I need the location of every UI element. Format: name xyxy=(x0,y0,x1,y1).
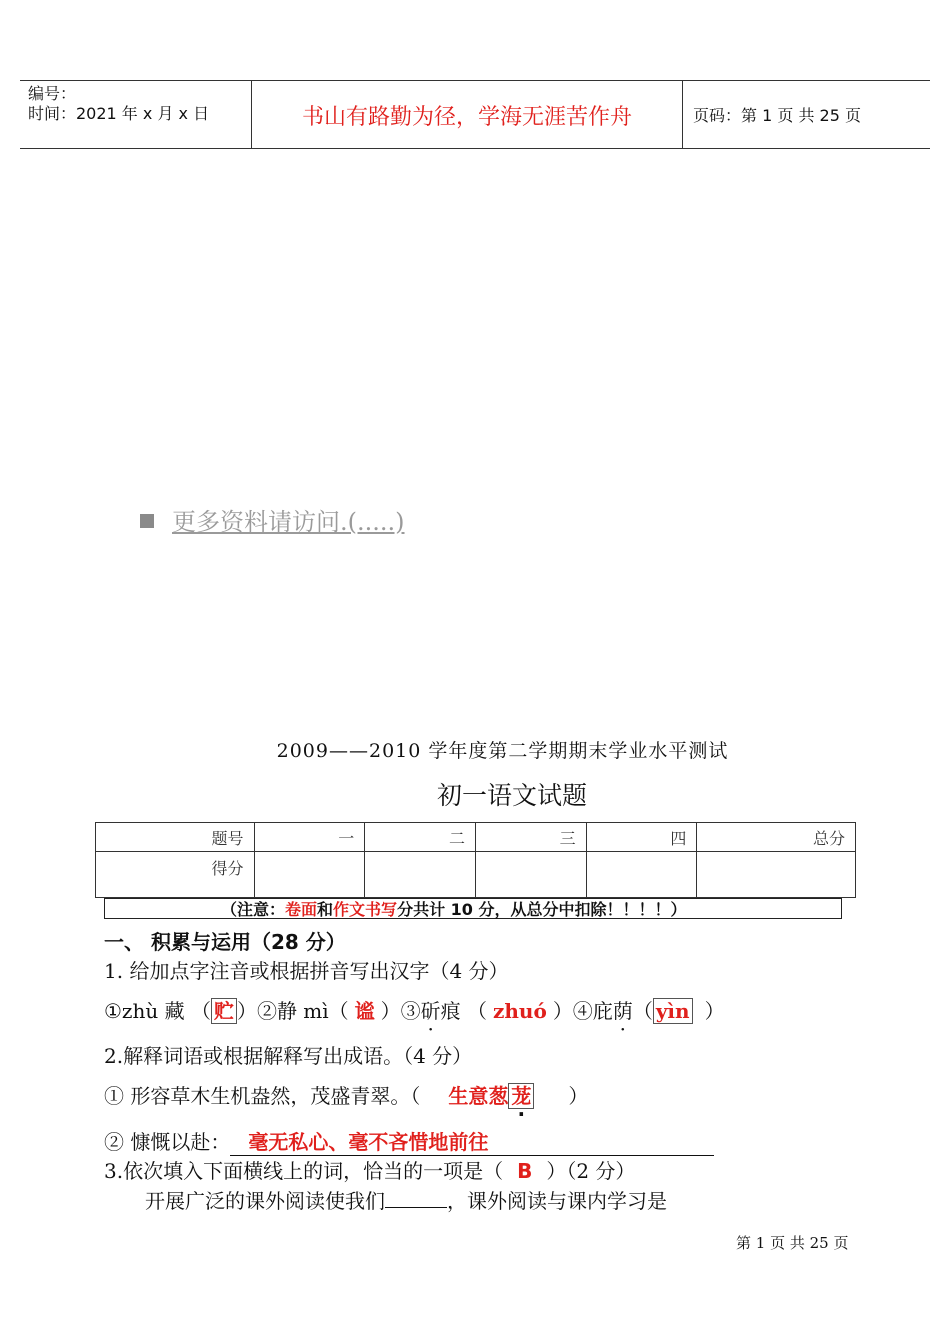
notice-highlight: 卷面 xyxy=(285,900,318,919)
score-cell[interactable] xyxy=(254,852,365,898)
header-top-rule xyxy=(20,80,930,81)
q1-answer-a: 贮 xyxy=(211,998,237,1024)
q1-answer-b: 谧 xyxy=(354,999,375,1023)
exam-title: 2009——2010 学年度第二学期期末学业水平测试 xyxy=(276,740,729,762)
q3-text: 3.依次填入下面横线上的词，恰当的一项是（ xyxy=(104,1159,504,1183)
score-header-cell: 总分 xyxy=(697,823,856,852)
score-cell[interactable] xyxy=(365,852,476,898)
q3-prompt xyxy=(104,1155,635,1184)
q2-answer-a-line xyxy=(104,1080,588,1109)
q1-text: （ xyxy=(632,999,653,1023)
header-page-info: 页码：第 1 页 共 25 页 xyxy=(693,106,861,125)
time-label: 时间：2021 年 x 月 x 日 xyxy=(28,104,210,123)
q2-answer-blank xyxy=(230,1126,714,1156)
q1-text: ）④庇 xyxy=(552,999,613,1023)
q2-answer-a-box: 茏 xyxy=(508,1083,534,1109)
q2-answer-b: 毫无私心、毫不吝惜地前往 xyxy=(248,1130,489,1154)
more-resources-text[interactable]: 更多资料请访问.(.....) xyxy=(172,508,405,536)
section-heading: 一、 积累与运用（28 分） xyxy=(104,930,346,954)
number-label: 编号： xyxy=(28,84,77,103)
notice-text: 分共计 10 分，从总分中扣除！！！！） xyxy=(397,900,687,919)
q2-text: ① 形容草木生机盎然，茂盛青翠。（ xyxy=(104,1084,421,1108)
score-table-score-row xyxy=(96,852,856,898)
q2-text: ） xyxy=(568,1084,589,1108)
square-bullet-icon xyxy=(140,514,154,528)
notice-text: 和 xyxy=(317,900,334,919)
notice-text: （注意： xyxy=(221,900,286,919)
q1-text: ）③ xyxy=(380,999,421,1023)
q2-prompt: 2.解释词语或根据解释写出成语。（4 分） xyxy=(104,1044,473,1068)
score-cell[interactable] xyxy=(697,852,856,898)
score-cell[interactable] xyxy=(475,852,586,898)
header-meta xyxy=(28,84,209,124)
q1-answer-c: zhuó xyxy=(493,999,547,1023)
q1-text: ①zhù 藏 （ xyxy=(104,999,211,1023)
exam-subtitle: 初一语文试题 xyxy=(436,781,587,810)
page-footer: 第 1 页 共 25 页 xyxy=(736,1234,849,1252)
q2-answer-a: 生意葱 xyxy=(448,1084,509,1108)
score-header-cell: 一 xyxy=(254,823,365,852)
q3-text: ）（2 分） xyxy=(546,1159,636,1183)
notice-highlight: 作文书写 xyxy=(333,900,398,919)
q1-prompt: 1. 给加点字注音或根据拼音写出汉字（4 分） xyxy=(104,959,509,983)
score-row-label: 得分 xyxy=(96,852,255,898)
header-divider xyxy=(682,80,683,148)
q3-answer: B xyxy=(517,1159,533,1183)
score-table xyxy=(95,822,856,898)
q3-blank[interactable] xyxy=(385,1189,447,1208)
q3-body xyxy=(145,1185,667,1214)
notice-box xyxy=(104,898,842,919)
header-motto: 书山有路勤为径，学海无涯苦作舟 xyxy=(301,105,632,130)
more-resources-link[interactable] xyxy=(140,502,405,537)
q1-dotted-char: 荫 xyxy=(612,999,633,1023)
q3-text: ，课外阅读与课内学习是 xyxy=(447,1189,667,1213)
score-cell[interactable] xyxy=(586,852,697,898)
score-header-cell: 三 xyxy=(475,823,586,852)
score-header-cell: 二 xyxy=(365,823,476,852)
score-table-header-row xyxy=(96,823,856,852)
score-header-cell: 四 xyxy=(586,823,697,852)
q1-text: ） xyxy=(704,999,725,1023)
q1-answers xyxy=(104,995,725,1024)
q1-text: ）②静 mì（ xyxy=(236,999,349,1023)
q1-text: 痕 （ xyxy=(440,999,488,1023)
q1-answer-d: yìn xyxy=(653,998,693,1024)
q1-dotted-char: 斫 xyxy=(420,999,441,1023)
q2-text: ② 慷慨以赴： xyxy=(104,1130,231,1154)
header-bottom-rule xyxy=(20,148,930,149)
q2-answer-b-line xyxy=(104,1126,714,1156)
score-header-cell: 题号 xyxy=(96,823,255,852)
q3-text: 开展广泛的课外阅读使我们 xyxy=(145,1189,385,1213)
